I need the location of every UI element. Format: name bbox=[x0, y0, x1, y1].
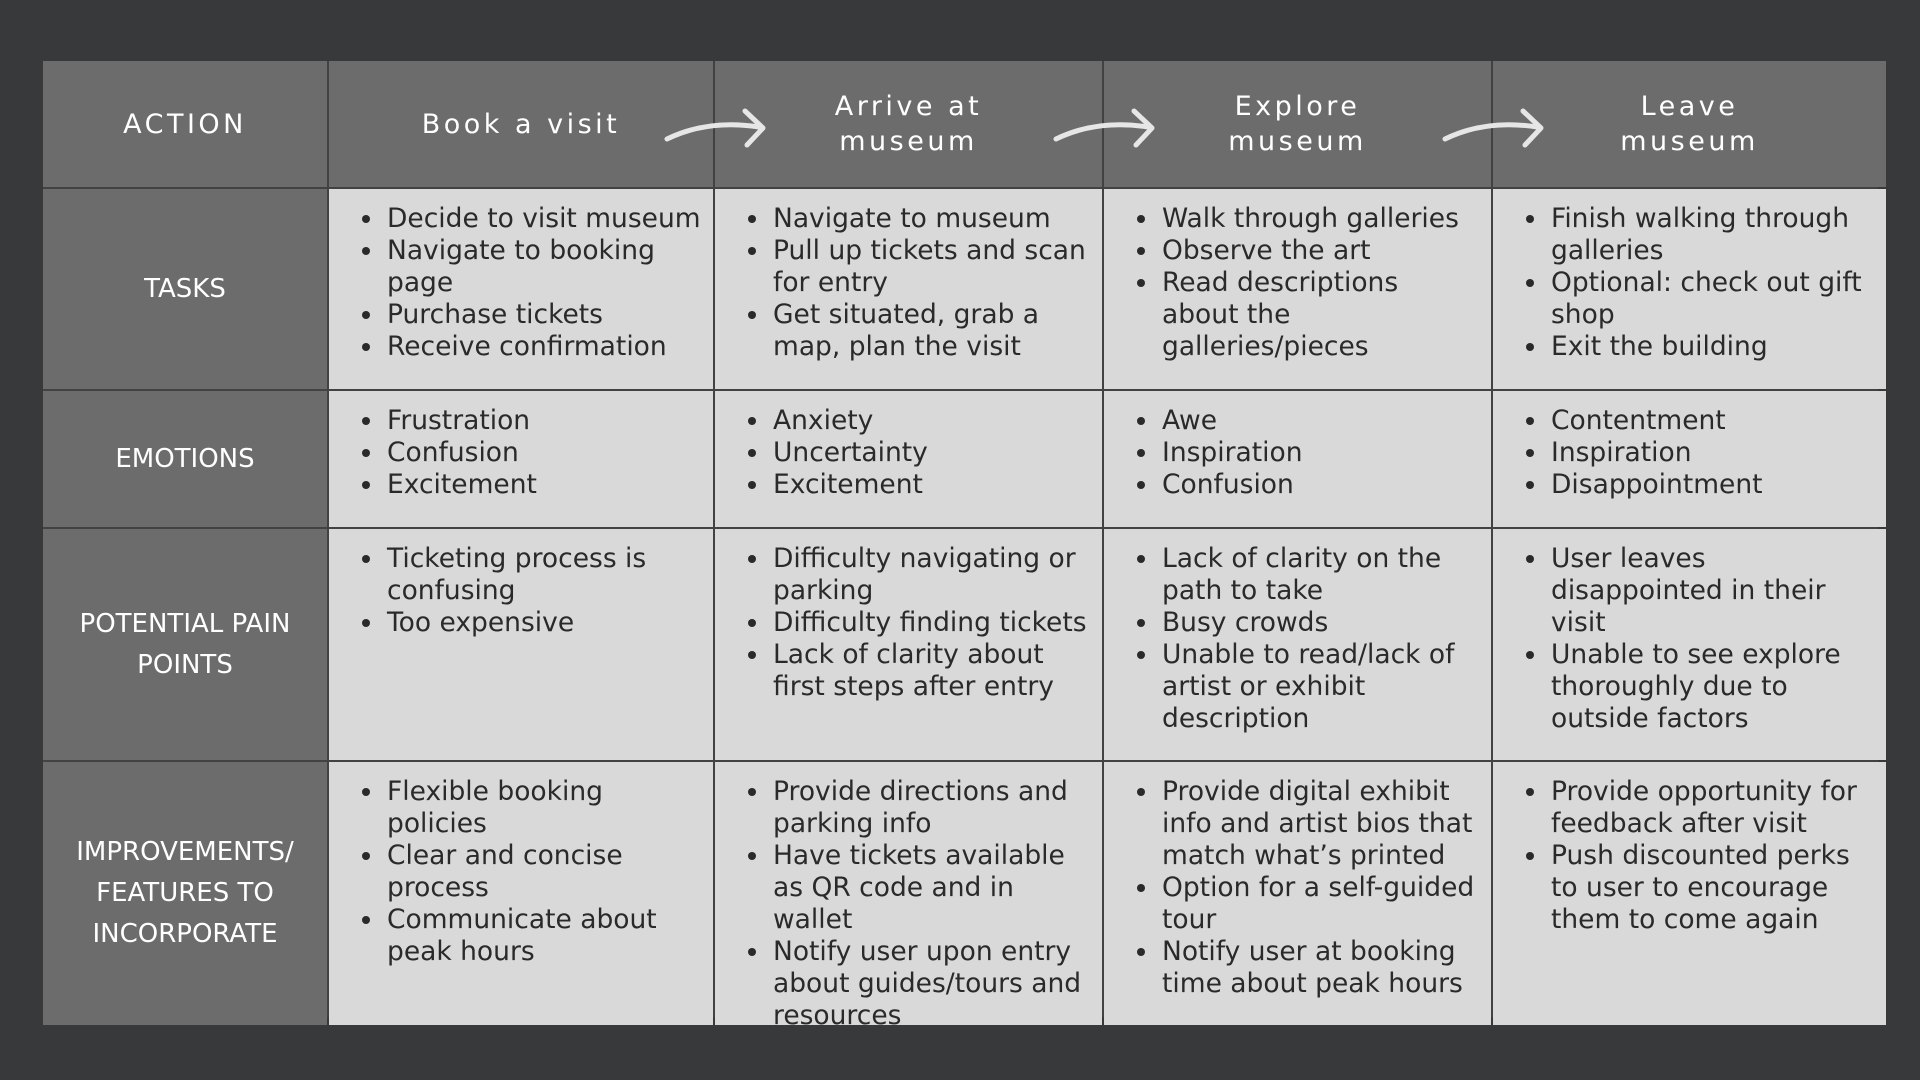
bullet-list bbox=[329, 776, 703, 968]
cell-improve-leave bbox=[1493, 762, 1886, 1025]
header-action: ACTION bbox=[43, 61, 327, 187]
curved-right-arrow-icon bbox=[1441, 105, 1551, 151]
stage-label: Book a visit bbox=[421, 108, 621, 140]
list-item: • Inspiration bbox=[1549, 437, 1876, 469]
cell-emotions-explore bbox=[1104, 391, 1491, 527]
list-item: • Decide to visit museum bbox=[385, 203, 703, 235]
cell-pain-explore bbox=[1104, 529, 1491, 760]
list-item: • Lack of clarity about first steps after entry bbox=[771, 639, 1092, 703]
header-stage-arrive bbox=[715, 61, 1102, 187]
list-item: • Provide opportunity for feedback after visit bbox=[1549, 776, 1876, 840]
cell-pain-book bbox=[329, 529, 713, 760]
bullet-list bbox=[1493, 776, 1876, 936]
list-item: • Optional: check out gift shop bbox=[1549, 267, 1876, 331]
list-item: • Navigate to museum bbox=[771, 203, 1092, 235]
list-item: • Clear and concise process bbox=[385, 840, 703, 904]
cell-tasks-book bbox=[329, 189, 713, 389]
list-item: • Read descriptions about the galleries/pieces bbox=[1160, 267, 1481, 363]
stage-label: Explore museum bbox=[1228, 91, 1367, 157]
list-item: • Walk through galleries bbox=[1160, 203, 1481, 235]
header-stage-leave bbox=[1493, 61, 1886, 187]
cell-tasks-explore bbox=[1104, 189, 1491, 389]
list-item: • Lack of clarity on the path to take bbox=[1160, 543, 1481, 607]
bullet-list bbox=[1493, 543, 1876, 735]
list-item: • Notify user upon entry about guides/tours and resources bbox=[771, 936, 1092, 1032]
list-item: • Exit the building bbox=[1549, 331, 1876, 363]
bullet-list bbox=[329, 543, 703, 639]
list-item: • Too expensive bbox=[385, 607, 703, 639]
journey-map-table bbox=[43, 61, 1878, 1031]
bullet-list bbox=[329, 405, 703, 501]
cell-improve-explore bbox=[1104, 762, 1491, 1025]
list-item: • Excitement bbox=[385, 469, 703, 501]
list-item: • Unable to see explore thoroughly due to outside factors bbox=[1549, 639, 1876, 735]
list-item: • Inspiration bbox=[1160, 437, 1481, 469]
list-item: • User leaves disappointed in their visit bbox=[1549, 543, 1876, 639]
cell-emotions-arrive bbox=[715, 391, 1102, 527]
curved-right-arrow-icon bbox=[663, 105, 773, 151]
list-item: • Navigate to booking page bbox=[385, 235, 703, 299]
list-item: • Contentment bbox=[1549, 405, 1876, 437]
list-item: • Notify user at booking time about peak hours bbox=[1160, 936, 1481, 1000]
list-item: • Get situated, grab a map, plan the visit bbox=[771, 299, 1092, 363]
list-item: • Ticketing process is confusing bbox=[385, 543, 703, 607]
cell-emotions-book bbox=[329, 391, 713, 527]
bullet-list bbox=[1104, 405, 1481, 501]
bullet-list bbox=[715, 405, 1092, 501]
list-item: • Difficulty finding tickets bbox=[771, 607, 1092, 639]
row-label-tasks: TASKS bbox=[43, 189, 327, 389]
bullet-list bbox=[1104, 543, 1481, 735]
list-item: • Push discounted perks to user to encourage them to come again bbox=[1549, 840, 1876, 936]
row-label-pain-points: POTENTIAL PAIN POINTS bbox=[43, 529, 327, 760]
list-item: • Excitement bbox=[771, 469, 1092, 501]
list-item: • Have tickets available as QR code and in wallet bbox=[771, 840, 1092, 936]
list-item: • Communicate about peak hours bbox=[385, 904, 703, 968]
list-item: • Option for a self-guided tour bbox=[1160, 872, 1481, 936]
list-item: • Unable to read/lack of artist or exhibit description bbox=[1160, 639, 1481, 735]
stage-label: Arrive at museum bbox=[834, 91, 983, 157]
list-item: • Confusion bbox=[1160, 469, 1481, 501]
cell-emotions-leave bbox=[1493, 391, 1886, 527]
cell-tasks-leave bbox=[1493, 189, 1886, 389]
list-item: • Pull up tickets and scan for entry bbox=[771, 235, 1092, 299]
cell-pain-leave bbox=[1493, 529, 1886, 760]
header-stage-explore bbox=[1104, 61, 1491, 187]
list-item: • Flexible booking policies bbox=[385, 776, 703, 840]
list-item: • Busy crowds bbox=[1160, 607, 1481, 639]
stage-label: Leave museum bbox=[1620, 91, 1759, 157]
bullet-list bbox=[1104, 203, 1481, 363]
list-item: • Purchase tickets bbox=[385, 299, 703, 331]
cell-pain-arrive bbox=[715, 529, 1102, 760]
cell-improve-arrive bbox=[715, 762, 1102, 1031]
list-item: • Confusion bbox=[385, 437, 703, 469]
list-item: • Observe the art bbox=[1160, 235, 1481, 267]
list-item: • Uncertainty bbox=[771, 437, 1092, 469]
list-item: • Receive confirmation bbox=[385, 331, 703, 363]
list-item: • Difficulty navigating or parking bbox=[771, 543, 1092, 607]
bullet-list bbox=[715, 203, 1092, 363]
bullet-list bbox=[329, 203, 703, 363]
cell-improve-book bbox=[329, 762, 713, 1025]
cell-tasks-arrive bbox=[715, 189, 1102, 389]
list-item: • Disappointment bbox=[1549, 469, 1876, 501]
list-item: • Awe bbox=[1160, 405, 1481, 437]
bullet-list bbox=[1493, 203, 1876, 363]
row-label-improvements: IMPROVEMENTS/ FEATURES TO INCORPORATE bbox=[43, 762, 327, 1025]
list-item: • Anxiety bbox=[771, 405, 1092, 437]
list-item: • Provide directions and parking info bbox=[771, 776, 1092, 840]
bullet-list bbox=[1104, 776, 1481, 1000]
list-item: • Provide digital exhibit info and artist bios that match what’s printed bbox=[1160, 776, 1481, 872]
curved-right-arrow-icon bbox=[1052, 105, 1162, 151]
list-item: • Frustration bbox=[385, 405, 703, 437]
header-stage-book-visit bbox=[329, 61, 713, 187]
bullet-list bbox=[715, 543, 1092, 703]
list-item: • Finish walking through galleries bbox=[1549, 203, 1876, 267]
bullet-list bbox=[715, 776, 1092, 1032]
row-label-emotions: EMOTIONS bbox=[43, 391, 327, 527]
bullet-list bbox=[1493, 405, 1876, 501]
